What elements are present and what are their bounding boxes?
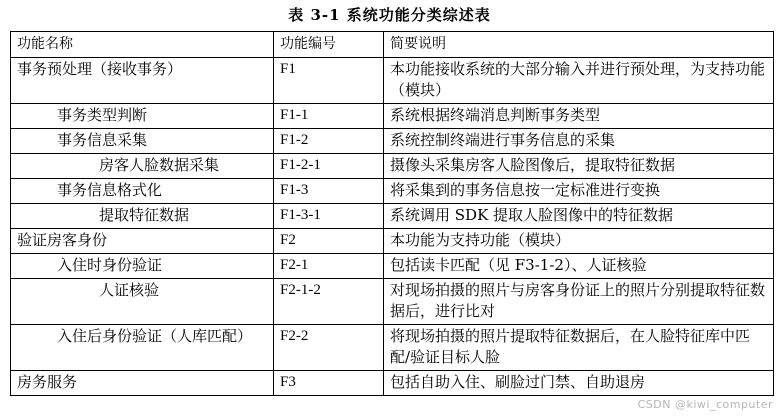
function-name: 事务预处理（接收事务） [11,58,274,104]
function-code: F2-1 [274,254,384,279]
function-code: F1-3 [274,179,384,204]
function-description: 包括自助入住、刷脸过门禁、自助退房 [384,371,774,396]
function-name: 事务类型判断 [11,104,274,129]
function-code: F2-1-2 [274,279,384,325]
function-code: F1-3-1 [274,204,384,229]
header-function-name: 功能名称 [11,32,274,58]
function-name: 事务信息采集 [11,129,274,154]
function-code: F1 [274,58,384,104]
function-description: 系统控制终端进行事务信息的采集 [384,129,774,154]
function-description: 摄像头采集房客人脸图像后，提取特征数据 [384,154,774,179]
function-name: 入住时身份验证 [11,254,274,279]
function-code: F1-2-1 [274,154,384,179]
function-name: 事务信息格式化 [11,179,274,204]
function-name: 房客人脸数据采集 [11,154,274,179]
table-row [11,204,774,229]
watermark: CSDN @kiwi_computer [637,398,773,411]
function-description: 本功能为支持功能（模块） [384,229,774,254]
table-row [11,325,774,371]
function-description: 系统调用 SDK 提取人脸图像中的特征数据 [384,204,774,229]
function-code: F1-1 [274,104,384,129]
function-name: 验证房客身份 [11,229,274,254]
function-description: 包括读卡匹配（见 F3-1-2）、人证核验 [384,254,774,279]
table-row [11,179,774,204]
table-header-row [11,32,774,58]
function-name: 房务服务 [11,371,274,396]
table-row [11,104,774,129]
header-description: 简要说明 [384,32,774,58]
table-row [11,371,774,396]
table-row [11,279,774,325]
function-code: F1-2 [274,129,384,154]
function-code: F2-2 [274,325,384,371]
function-code: F2 [274,229,384,254]
table-row [11,254,774,279]
table-row [11,58,774,104]
function-name: 入住后身份验证（人库匹配） [11,325,274,371]
table-row [11,129,774,154]
function-summary-table [10,31,774,396]
table-row [11,229,774,254]
function-description: 将采集到的事务信息按一定标准进行变换 [384,179,774,204]
function-code: F3 [274,371,384,396]
table-caption: 表 3-1 系统功能分类综述表 [288,6,491,24]
function-description: 对现场拍摄的照片与房客身份证上的照片分别提取特征数据后，进行比对 [384,279,774,325]
function-description: 将现场拍摄的照片提取特征数据后，在人脸特征库中匹配/验证目标人脸 [384,325,774,371]
function-name: 人证核验 [11,279,274,325]
header-function-code: 功能编号 [274,32,384,58]
function-description: 系统根据终端消息判断事务类型 [384,104,774,129]
table-row [11,154,774,179]
function-description: 本功能接收系统的大部分输入并进行预处理，为支持功能（模块） [384,58,774,104]
function-name: 提取特征数据 [11,204,274,229]
